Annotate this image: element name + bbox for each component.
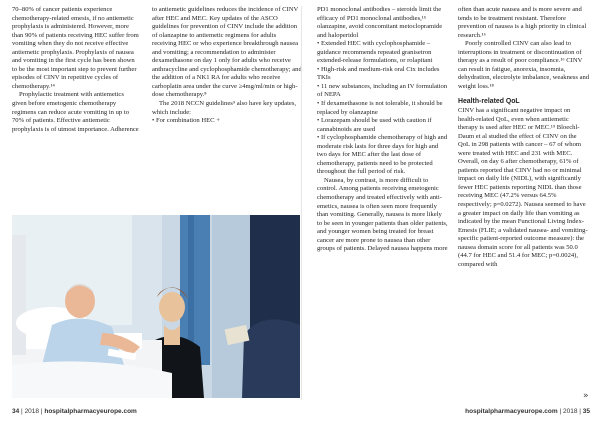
- hospital-scene-image: [12, 215, 300, 398]
- paragraph: The 2018 NCCN guidelines⁹ also have key updates, which include:: [152, 100, 297, 116]
- paragraph: 70–80% of cancer patients experience chemotherapy-related emesis, if no antiemetic prophylaxis is administered. However, more than 90% of patients receiving HEC suffer from vomiting when they do not receive effective antiemetic prophylaxis. Prophylaxis of nausea and vomiting in the first cycle has been shown to be the most important step to prevent further episodes of CINV in repetitive cycles of chemotherapy.¹⁴: [12, 6, 139, 90]
- bullet-item: • For combination HEC +: [152, 117, 220, 125]
- footer-separator: |: [579, 408, 581, 415]
- paragraph: often than acute nausea and is more severe and tends to be treatment resistant. Therefore prevention of nausea is a high priority in clinical research.¹⁶: [458, 6, 587, 39]
- text-column-3: [317, 6, 448, 254]
- continue-arrow-icon: »: [583, 391, 589, 401]
- footer-separator: |: [40, 408, 43, 415]
- site-link[interactable]: hospitalpharmacyeurope.com: [465, 408, 558, 415]
- page-number: 34: [12, 408, 20, 415]
- issue-year: 2018: [24, 408, 40, 415]
- footer-right: [465, 408, 590, 415]
- text-column-1: [12, 6, 139, 134]
- page-spine-divider: [301, 6, 302, 400]
- page-number: 35: [582, 408, 590, 415]
- bullet-item: • 11 new substances, including an IV formulation of NEPA: [317, 82, 448, 99]
- bullet-item: • Lorazepam should be used with caution if cannabinoids are used: [317, 117, 432, 133]
- paragraph: PD1 monoclonal antibodies – steroids limit the efficacy of PD1 monoclonal antibodies,¹⁵ olanzapine, avoid concomitant metoclopramide and haloperidol: [317, 6, 443, 39]
- site-link[interactable]: hospitalpharmacyeurope.com: [44, 408, 137, 415]
- paragraph: Nausea, by contrast, is more difficult to control. Among patients receiving emetogenic chemotherapy and treated effectively with anti-emetics, nausea is often seen more frequently than vomiting. Generally, nausea is more likely to be seen in younger patients than older patients, and younger women being treated for breast cancer are more prone to nausea than other groups of patients. Delayed nausea happens more: [317, 176, 448, 253]
- paragraph: to antiemetic guidelines reduces the incidence of CINV after HEC and MEC. Key updates of the ASCO guidelines for prevention of CINV include the addition of olanzapine to antiemetic regimens for adults receiving HEC or who experience breakthrough nausea and vomiting; a recommendation to administer dexamethasone on day 1 only for adults who receive anthracycline and cyclophosphamide chemotherapy; and the addition of a NK1 RA for adults who receive carboplatin area under the curve ≥4mg/ml/min or high-dose chemotherapy.⁸: [152, 6, 302, 99]
- paragraph: CINV has a significant negative impact on health-related QoL, even when antiemetic therapy is used after HEC or MEC.¹⁹ Bloechl-Daum et al studied the effect of CINV on the QoL in 298 patients with cancer – 67 of whom were treated with HEC and 231 with MEC. Overall, on day 6 after chemotherapy, 61% of patients reported that CINV had no or minimal impact on daily life (NIDL), with significantly fewer HEC patients reporting NIDL than those receiving MEC (47.2% versus 64.5% respectively; p=0.0272). Nausea seemed to have a greater impact on daily life than vomiting as indicated by the mean Functional Living Index-Emesis (FLIE; a validated nausea- and vomiting-specific patient-reported outcome measure): the nausea domain score for all patients was 50.0 (44.7 for HEC and 51.4 for MEC; p=0.0024), compared with: [458, 107, 588, 268]
- bullet-item: • High-risk and medium-risk oral Ctx includes TKIs: [317, 65, 440, 82]
- text-column-4: [458, 6, 590, 269]
- page-footer: [0, 406, 600, 420]
- bullet-item: • If cyclophosphamide chemotherapy of high and moderate risk lasts for three days for high and two days for MEC after the last dose of chemotherapy, patients need to be protected throughout the full period of risk.: [317, 134, 448, 176]
- section-heading: Health-related QoL: [458, 98, 520, 106]
- issue-year: 2018: [562, 408, 578, 415]
- footer-separator: |: [559, 408, 562, 415]
- footer-left: [12, 408, 137, 415]
- bullet-item: • Extended HEC with cyclophosphamide – guidance recommends repeated granisetron extended-release formulations, or rolapitant: [317, 40, 433, 65]
- paragraph: Poorly controlled CINV can also lead to interruptions in treatment or discontinuation of therapy as a result of poor compliance.¹⁶ CINV can result in fatigue, anorexia, insomnia, dehydration, electrolyte imbalance, weakness and weight loss.¹⁸: [458, 40, 590, 90]
- text-column-2: [152, 6, 302, 126]
- footer-separator: |: [21, 408, 23, 415]
- bullet-item: • If dexamethasone is not tolerable, it should be replaced by olanzapine: [317, 100, 443, 116]
- paragraph: Prophylactic treatment with antiemetics given before emetogenic chemotherapy regimens can reduce acute vomiting in up to 70% of patients. Effective antiemetic prophylaxis is of utmost importance. Adherence: [12, 91, 139, 133]
